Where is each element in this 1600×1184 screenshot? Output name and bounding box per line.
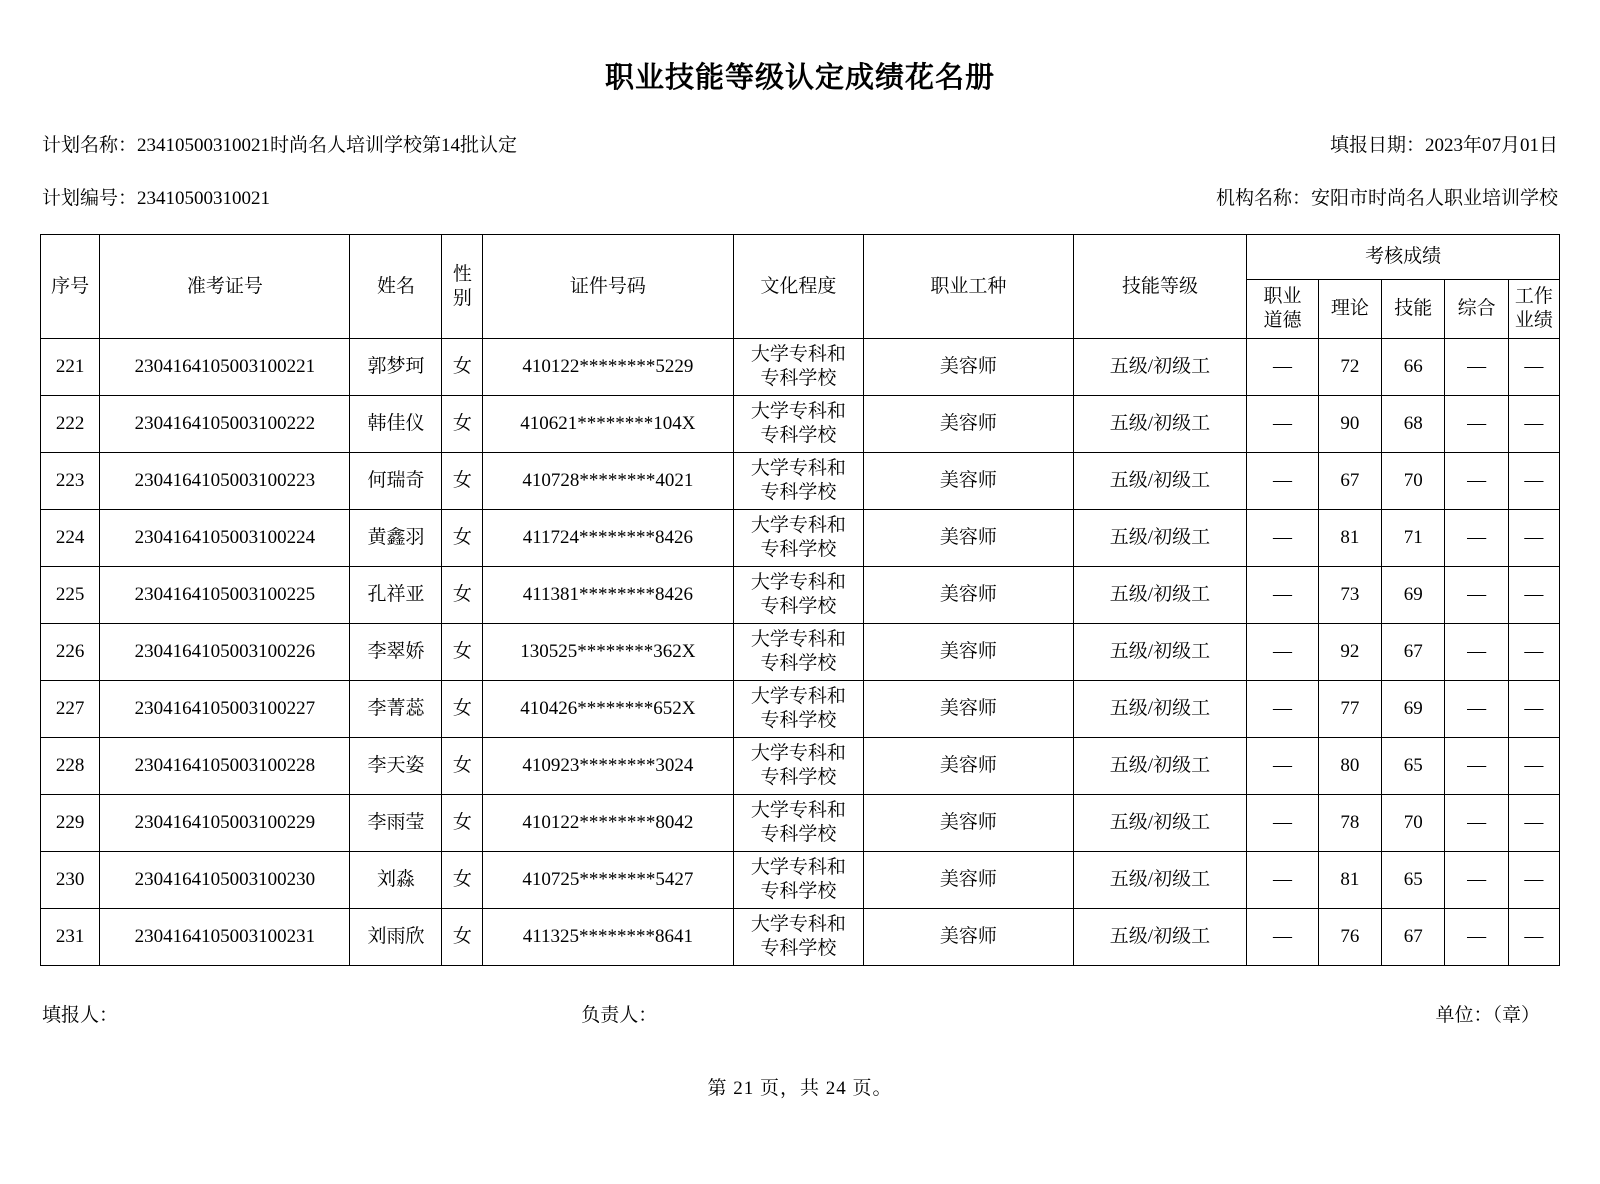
cell-comprehensive: — <box>1445 909 1508 966</box>
cell-occupation: 美容师 <box>864 852 1073 909</box>
table-row <box>41 738 1560 795</box>
cell-ticket: 2304164105003100227 <box>100 681 350 738</box>
header-id-number: 证件号码 <box>483 235 733 339</box>
cell-theory: 67 <box>1318 453 1381 510</box>
header-gender: 性 别 <box>442 235 483 339</box>
org-name-value: 安阳市时尚名人职业培训学校 <box>1310 188 1558 209</box>
cell-skill: 69 <box>1382 681 1445 738</box>
cell-seq: 231 <box>41 909 100 966</box>
plan-name-label: 计划名称： <box>42 135 138 156</box>
cell-performance: — <box>1508 852 1559 909</box>
cell-gender: 女 <box>442 339 483 396</box>
cell-ticket: 2304164105003100229 <box>100 795 350 852</box>
cell-name: 刘淼 <box>350 852 442 909</box>
cell-level: 五级/初级工 <box>1073 795 1247 852</box>
header-score-group: 考核成绩 <box>1247 235 1560 280</box>
cell-education: 大学专科和 专科学校 <box>733 339 864 396</box>
cell-id-number: 410728********4021 <box>483 453 733 510</box>
cell-ticket: 2304164105003100222 <box>100 396 350 453</box>
cell-comprehensive: — <box>1445 681 1508 738</box>
header-ticket: 准考证号 <box>100 235 350 339</box>
table-row <box>41 681 1560 738</box>
cell-comprehensive: — <box>1445 396 1508 453</box>
header-comprehensive: 综合 <box>1445 280 1508 339</box>
cell-comprehensive: — <box>1445 795 1508 852</box>
table-body <box>41 339 1560 966</box>
cell-theory: 80 <box>1318 738 1381 795</box>
cell-level: 五级/初级工 <box>1073 624 1247 681</box>
table-row <box>41 909 1560 966</box>
cell-level: 五级/初级工 <box>1073 339 1247 396</box>
plan-no-value: 23410500310021 <box>137 188 271 209</box>
roster-table <box>40 234 1560 966</box>
cell-occupation: 美容师 <box>864 909 1073 966</box>
cell-ticket: 2304164105003100226 <box>100 624 350 681</box>
cell-occupation: 美容师 <box>864 567 1073 624</box>
cell-seq: 224 <box>41 510 100 567</box>
report-date-label: 填报日期： <box>1329 135 1425 156</box>
cell-name: 李翠娇 <box>350 624 442 681</box>
cell-ticket: 2304164105003100223 <box>100 453 350 510</box>
cell-performance: — <box>1508 909 1559 966</box>
table-row <box>41 567 1560 624</box>
cell-ethics: — <box>1247 510 1319 567</box>
cell-performance: — <box>1508 567 1559 624</box>
cell-comprehensive: — <box>1445 567 1508 624</box>
responsible-label: 负责人： <box>581 1005 658 1026</box>
cell-skill: 67 <box>1382 909 1445 966</box>
cell-comprehensive: — <box>1445 339 1508 396</box>
cell-occupation: 美容师 <box>864 624 1073 681</box>
cell-performance: — <box>1508 510 1559 567</box>
cell-level: 五级/初级工 <box>1073 453 1247 510</box>
table-row <box>41 795 1560 852</box>
cell-performance: — <box>1508 738 1559 795</box>
cell-education: 大学专科和 专科学校 <box>733 681 864 738</box>
report-date-value: 2023年07月01日 <box>1424 135 1558 156</box>
cell-id-number: 410426********652X <box>483 681 733 738</box>
header-occupation: 职业工种 <box>864 235 1073 339</box>
meta-row-plan <box>40 130 1560 157</box>
cell-theory: 77 <box>1318 681 1381 738</box>
cell-occupation: 美容师 <box>864 510 1073 567</box>
page-number: 第 21 页，共 24 页。 <box>707 1078 893 1099</box>
cell-skill: 70 <box>1382 453 1445 510</box>
cell-theory: 76 <box>1318 909 1381 966</box>
header-theory: 理论 <box>1318 280 1381 339</box>
cell-education: 大学专科和 专科学校 <box>733 852 864 909</box>
cell-performance: — <box>1508 396 1559 453</box>
cell-ticket: 2304164105003100230 <box>100 852 350 909</box>
header-skill: 技能 <box>1382 280 1445 339</box>
cell-name: 刘雨欣 <box>350 909 442 966</box>
cell-comprehensive: — <box>1445 453 1508 510</box>
cell-level: 五级/初级工 <box>1073 852 1247 909</box>
cell-id-number: 411325********8641 <box>483 909 733 966</box>
table-header <box>41 235 1560 339</box>
header-seq: 序号 <box>41 235 100 339</box>
cell-gender: 女 <box>442 510 483 567</box>
cell-id-number: 130525********362X <box>483 624 733 681</box>
cell-name: 孔祥亚 <box>350 567 442 624</box>
cell-seq: 230 <box>41 852 100 909</box>
cell-id-number: 410122********8042 <box>483 795 733 852</box>
cell-theory: 81 <box>1318 510 1381 567</box>
cell-theory: 73 <box>1318 567 1381 624</box>
cell-performance: — <box>1508 681 1559 738</box>
header-level: 技能等级 <box>1073 235 1247 339</box>
cell-ethics: — <box>1247 624 1319 681</box>
signature-row <box>40 1000 1560 1027</box>
cell-ethics: — <box>1247 795 1319 852</box>
plan-no-label: 计划编号： <box>42 188 138 209</box>
cell-seq: 227 <box>41 681 100 738</box>
cell-skill: 67 <box>1382 624 1445 681</box>
cell-performance: — <box>1508 795 1559 852</box>
cell-ethics: — <box>1247 738 1319 795</box>
cell-skill: 65 <box>1382 852 1445 909</box>
cell-ethics: — <box>1247 909 1319 966</box>
cell-education: 大学专科和 专科学校 <box>733 510 864 567</box>
cell-id-number: 410725********5427 <box>483 852 733 909</box>
cell-theory: 90 <box>1318 396 1381 453</box>
cell-gender: 女 <box>442 624 483 681</box>
cell-education: 大学专科和 专科学校 <box>733 624 864 681</box>
cell-ethics: — <box>1247 567 1319 624</box>
cell-ticket: 2304164105003100225 <box>100 567 350 624</box>
cell-theory: 72 <box>1318 339 1381 396</box>
cell-gender: 女 <box>442 567 483 624</box>
plan-no-block <box>42 183 270 210</box>
cell-comprehensive: — <box>1445 624 1508 681</box>
cell-skill: 65 <box>1382 738 1445 795</box>
cell-name: 李雨莹 <box>350 795 442 852</box>
plan-name-value: 23410500310021时尚名人培训学校第14批认定 <box>137 135 518 156</box>
cell-education: 大学专科和 专科学校 <box>733 453 864 510</box>
table-row <box>41 852 1560 909</box>
cell-name: 韩佳仪 <box>350 396 442 453</box>
org-name-block <box>1216 183 1558 210</box>
cell-ticket: 2304164105003100224 <box>100 510 350 567</box>
header-ethics: 职业 道德 <box>1247 280 1319 339</box>
cell-seq: 221 <box>41 339 100 396</box>
org-name-label: 机构名称： <box>1215 188 1311 209</box>
cell-name: 何瑞奇 <box>350 453 442 510</box>
cell-skill: 71 <box>1382 510 1445 567</box>
cell-education: 大学专科和 专科学校 <box>733 396 864 453</box>
page-title: 职业技能等级认定成绩花名册 <box>604 62 995 94</box>
cell-seq: 225 <box>41 567 100 624</box>
cell-ethics: — <box>1247 453 1319 510</box>
table-row <box>41 396 1560 453</box>
cell-occupation: 美容师 <box>864 738 1073 795</box>
cell-ethics: — <box>1247 681 1319 738</box>
cell-comprehensive: — <box>1445 738 1508 795</box>
cell-id-number: 410923********3024 <box>483 738 733 795</box>
cell-gender: 女 <box>442 738 483 795</box>
table-row <box>41 453 1560 510</box>
cell-name: 李天姿 <box>350 738 442 795</box>
cell-skill: 69 <box>1382 567 1445 624</box>
cell-id-number: 410621********104X <box>483 396 733 453</box>
cell-ethics: — <box>1247 396 1319 453</box>
unit-seal-label: 单位：（章） <box>1435 1005 1541 1026</box>
cell-ticket: 2304164105003100228 <box>100 738 350 795</box>
table-row <box>41 339 1560 396</box>
report-date-block <box>1330 130 1558 157</box>
header-education: 文化程度 <box>733 235 864 339</box>
cell-gender: 女 <box>442 909 483 966</box>
cell-gender: 女 <box>442 852 483 909</box>
cell-occupation: 美容师 <box>864 339 1073 396</box>
cell-level: 五级/初级工 <box>1073 909 1247 966</box>
cell-id-number: 411381********8426 <box>483 567 733 624</box>
header-performance: 工作 业绩 <box>1508 280 1559 339</box>
cell-theory: 78 <box>1318 795 1381 852</box>
cell-name: 李菁蕊 <box>350 681 442 738</box>
cell-occupation: 美容师 <box>864 795 1073 852</box>
cell-seq: 222 <box>41 396 100 453</box>
cell-performance: — <box>1508 453 1559 510</box>
cell-performance: — <box>1508 339 1559 396</box>
cell-education: 大学专科和 专科学校 <box>733 567 864 624</box>
cell-id-number: 411724********8426 <box>483 510 733 567</box>
cell-name: 郭梦珂 <box>350 339 442 396</box>
cell-ticket: 2304164105003100221 <box>100 339 350 396</box>
header-name: 姓名 <box>350 235 442 339</box>
cell-name: 黄鑫羽 <box>350 510 442 567</box>
cell-seq: 229 <box>41 795 100 852</box>
cell-skill: 66 <box>1382 339 1445 396</box>
cell-occupation: 美容师 <box>864 681 1073 738</box>
table-row <box>41 624 1560 681</box>
plan-name-block <box>42 130 517 157</box>
cell-theory: 81 <box>1318 852 1381 909</box>
reporter-label: 填报人： <box>42 1005 119 1026</box>
cell-comprehensive: — <box>1445 852 1508 909</box>
cell-theory: 92 <box>1318 624 1381 681</box>
cell-level: 五级/初级工 <box>1073 681 1247 738</box>
cell-level: 五级/初级工 <box>1073 396 1247 453</box>
cell-ticket: 2304164105003100231 <box>100 909 350 966</box>
meta-row-org <box>40 183 1560 210</box>
cell-ethics: — <box>1247 852 1319 909</box>
cell-id-number: 410122********5229 <box>483 339 733 396</box>
cell-gender: 女 <box>442 396 483 453</box>
cell-seq: 226 <box>41 624 100 681</box>
cell-gender: 女 <box>442 453 483 510</box>
cell-occupation: 美容师 <box>864 453 1073 510</box>
cell-level: 五级/初级工 <box>1073 738 1247 795</box>
table-row <box>41 510 1560 567</box>
cell-seq: 228 <box>41 738 100 795</box>
cell-gender: 女 <box>442 795 483 852</box>
cell-seq: 223 <box>41 453 100 510</box>
cell-skill: 70 <box>1382 795 1445 852</box>
cell-education: 大学专科和 专科学校 <box>733 795 864 852</box>
cell-performance: — <box>1508 624 1559 681</box>
cell-education: 大学专科和 专科学校 <box>733 909 864 966</box>
cell-comprehensive: — <box>1445 510 1508 567</box>
cell-skill: 68 <box>1382 396 1445 453</box>
cell-level: 五级/初级工 <box>1073 567 1247 624</box>
cell-occupation: 美容师 <box>864 396 1073 453</box>
cell-level: 五级/初级工 <box>1073 510 1247 567</box>
cell-gender: 女 <box>442 681 483 738</box>
cell-education: 大学专科和 专科学校 <box>733 738 864 795</box>
document-page <box>0 55 1600 1184</box>
cell-ethics: — <box>1247 339 1319 396</box>
